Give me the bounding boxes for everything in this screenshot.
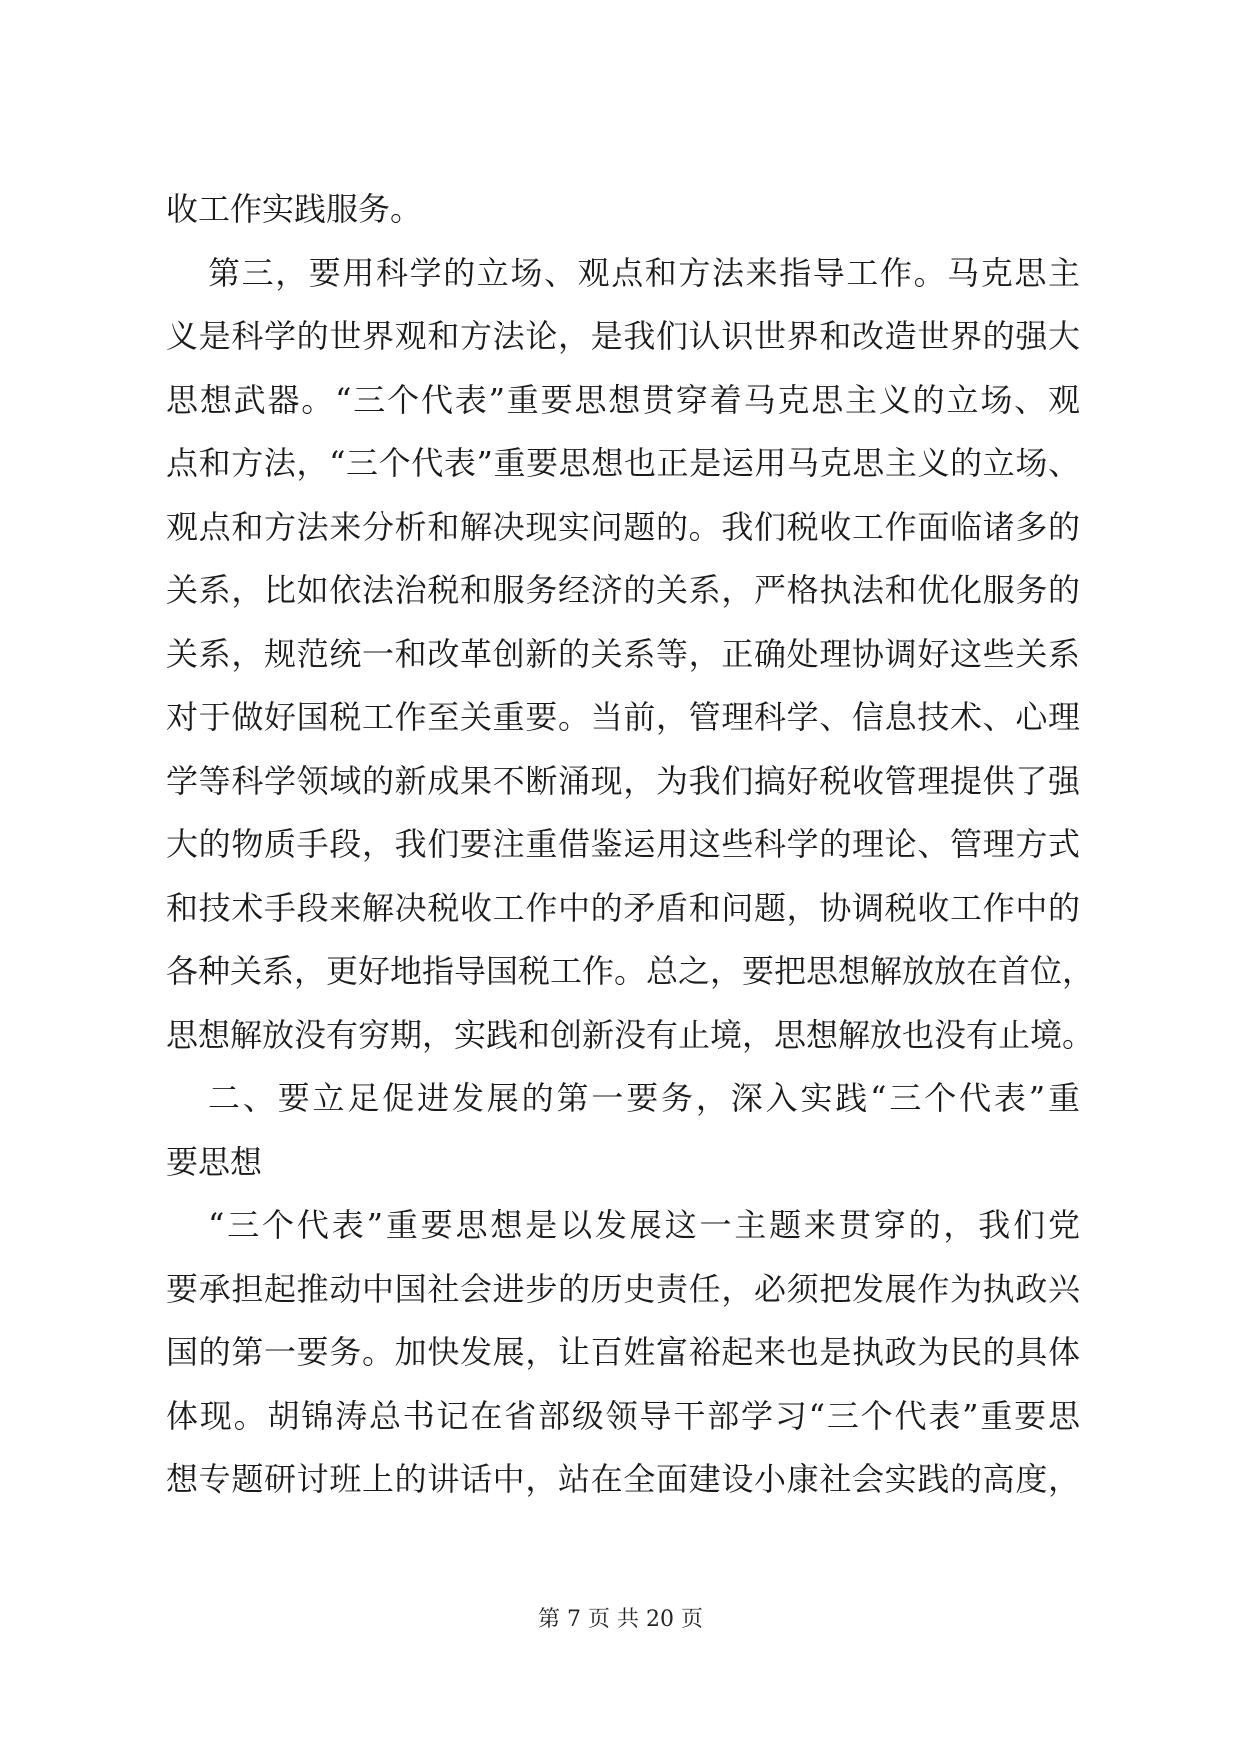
text-line: 关系，比如依法治税和服务经济的关系，严格执法和优化服务的 [166,571,1080,609]
text-line: 义是科学的世界观和方法论，是我们认识世界和改造世界的强大 [166,317,1080,355]
text-line: 各种关系，更好地指导国税工作。总之，要把思想解放放在首位， [166,952,1095,990]
text-line: 思想解放没有穷期，实践和创新没有止境，思想解放也没有止境。 [166,1016,1095,1054]
text-line: 第三，要用科学的立场、观点和方法来指导工作。马克思主 [208,254,1080,292]
text-line: 学等科学领域的新成果不断涌现，为我们搞好税收管理提供了强 [166,762,1080,800]
text-line: 和技术手段来解决税收工作中的矛盾和问题，协调税收工作中的 [166,889,1080,927]
text-line: 思想武器。“三个代表”重要思想贯穿着马克思主义的立场、观 [166,381,1080,419]
text-line: 想专题研讨班上的讲话中，站在全面建设小康社会实践的高度， [166,1460,1080,1498]
text-line: 大的物质手段，我们要注重借鉴运用这些科学的理论、管理方式 [166,825,1080,863]
text-line: 点和方法，“三个代表”重要思想也正是运用马克思主义的立场、 [166,444,1080,482]
text-line: “三个代表”重要思想是以发展这一主题来贯穿的，我们党 [208,1206,1080,1244]
text-line: 观点和方法来分析和解决现实问题的。我们税收工作面临诸多的 [166,508,1080,546]
text-line: 收工作实践服务。 [166,190,423,228]
text-line: 对于做好国税工作至关重要。当前，管理科学、信息技术、心理 [166,698,1080,736]
text-line: 国的第一要务。加快发展，让百姓富裕起来也是执政为民的具体 [166,1333,1080,1371]
text-line: 二、要立足促进发展的第一要务，深入实践“三个代表”重 [208,1079,1080,1117]
text-line: 要承担起推动中国社会进步的历史责任，必须把发展作为执政兴 [166,1270,1080,1308]
page-footer: 第 7 页 共 20 页 [538,1607,703,1632]
text-line: 要思想 [166,1143,263,1181]
text-line: 体现。胡锦涛总书记在省部级领导干部学习“三个代表”重要思 [166,1397,1080,1435]
text-line: 关系，规范统一和改革创新的关系等，正确处理协调好这些关系 [166,635,1080,673]
